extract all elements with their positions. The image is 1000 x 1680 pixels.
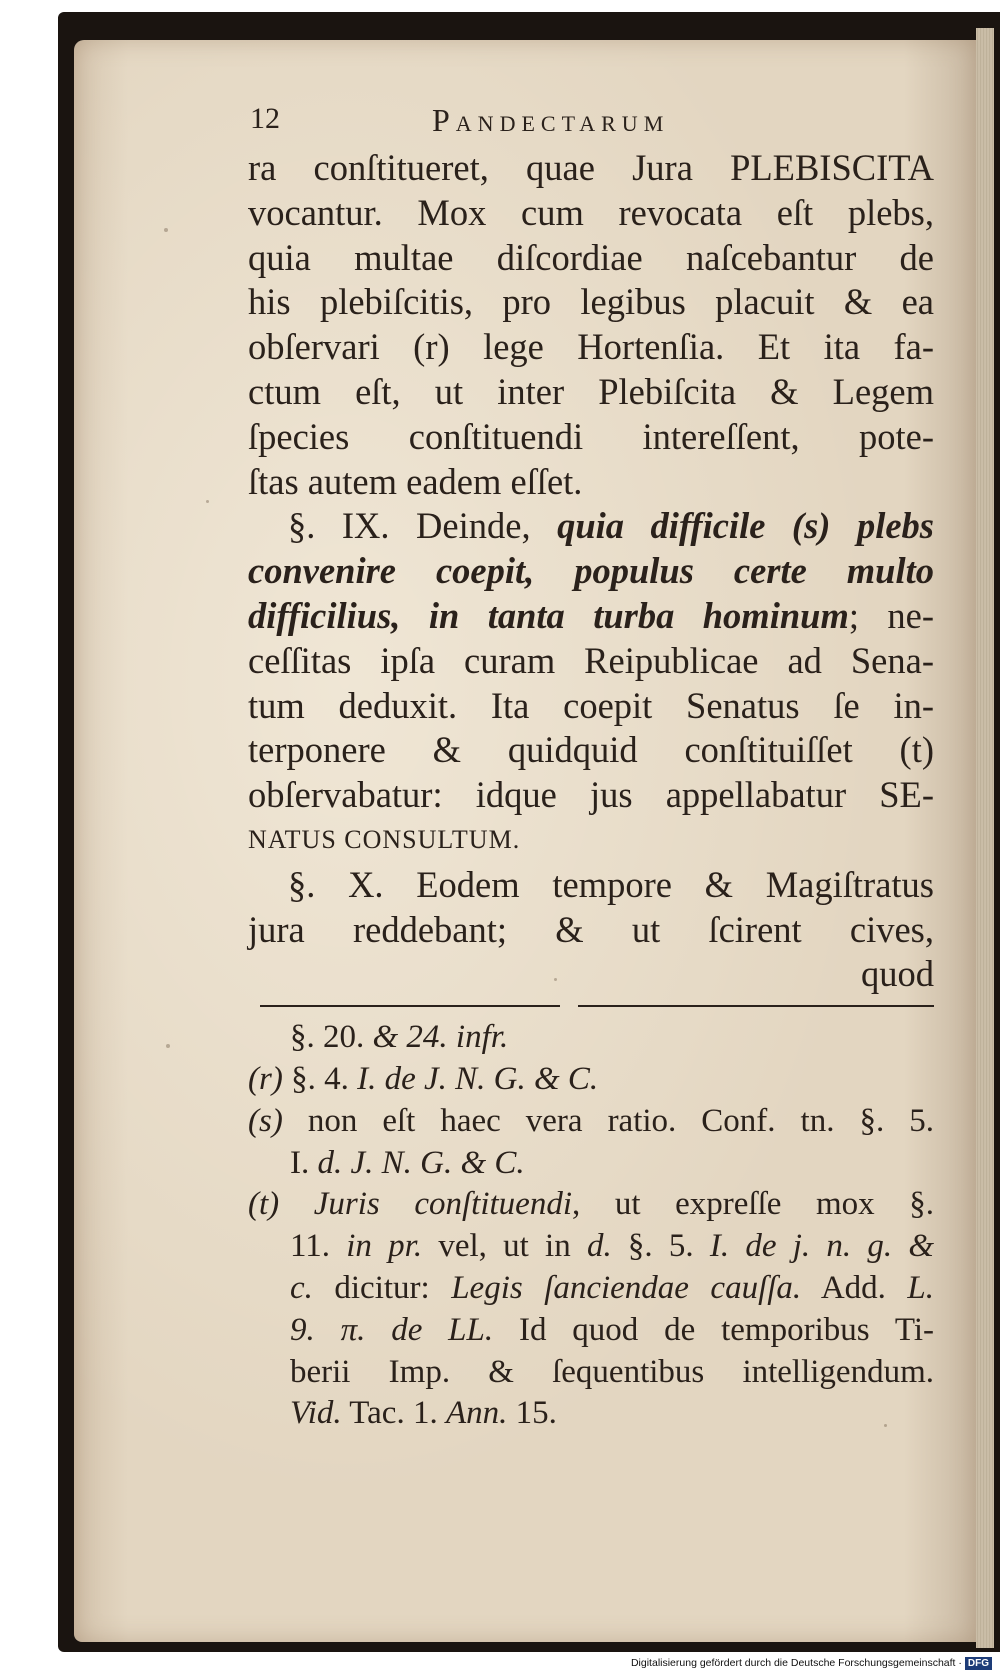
catchword: quod	[861, 953, 934, 995]
body-line: quia multae diſcordiae naſcebantur de	[248, 236, 934, 278]
footnote-italic: in pr.	[346, 1228, 423, 1265]
footnote-text: , ut expreſſe mox §.	[572, 1186, 934, 1223]
footnote-text: Add.	[801, 1269, 908, 1306]
paragraph-ix-line: convenire coepit, populus certe multo	[248, 550, 934, 592]
footnote-italic: d. J. N. G. & C.	[317, 1144, 525, 1181]
running-head	[248, 100, 934, 146]
footnote-text: I.	[290, 1144, 318, 1181]
text-block	[248, 100, 934, 1435]
body-line: ſpecies conſtituendi intereſſent, pote-	[248, 415, 934, 457]
footnote-italic: Ann.	[445, 1395, 508, 1432]
footnote-t-cont	[248, 1268, 934, 1310]
footnote-t-cont: berii Imp. & ſequentibus intelligendum.	[290, 1353, 934, 1390]
footnote-italic: Legis ſanciendae cauſſa.	[451, 1269, 802, 1306]
dfg-logo: DFG	[965, 1657, 992, 1670]
footnote-rule	[248, 999, 934, 1013]
credit-text: Digitalisierung gefördert durch die Deutsche Forschungsgemeinschaft ·	[630, 1657, 962, 1669]
footnote-s-cont	[248, 1143, 934, 1185]
footnote-t-cont	[248, 1310, 934, 1352]
running-title: Pandectarum	[432, 102, 670, 138]
body-line: vocantur. Mox cum revocata eſt plebs,	[248, 191, 934, 233]
page-fore-edge	[976, 28, 994, 1648]
footnote-text: 11.	[290, 1228, 347, 1265]
para-ix-italic: quia difficile (s) plebs	[557, 505, 934, 547]
paragraph-x-line: jura reddebant; & ut ſcirent cives,	[248, 908, 934, 950]
paragraph-x-line: §. X. Eodem tempore & Magiſtratus	[288, 863, 934, 905]
footnote-text: Id quod de temporibus Ti-	[493, 1311, 934, 1348]
paragraph-ix-line	[248, 504, 934, 549]
footnote-text: Tac. 1.	[341, 1395, 446, 1432]
footnote-italic: Vid.	[290, 1395, 342, 1432]
body-line: ctum eſt, ut inter Plebiſcita & Legem	[248, 370, 934, 412]
footnotes	[248, 1017, 934, 1435]
footnote-italic: & 24. infr.	[372, 1019, 509, 1056]
paper-speck	[166, 1044, 170, 1048]
paragraph-ix-line: obſervabatur: idque jus appellabatur SE-	[248, 774, 934, 816]
footnote-text: §. 5.	[611, 1228, 710, 1265]
paragraph-ix-line	[248, 594, 934, 639]
para-ix-tail: ; ne-	[848, 594, 935, 636]
footnote-mark: (t)	[248, 1186, 280, 1223]
footnote-italic: L.	[907, 1269, 935, 1306]
body-text	[248, 146, 934, 997]
body-line: his plebiſcitis, pro legibus placuit & ea	[248, 281, 934, 323]
paper-speck	[164, 228, 168, 232]
para-ix-lead: §. IX. Deinde,	[288, 505, 531, 547]
body-line: ſtas autem eadem eſſet.	[248, 460, 583, 502]
footnote-s	[248, 1101, 934, 1143]
footnote-italic: Juris conſtituendi	[279, 1186, 572, 1223]
digitization-credit	[631, 1657, 992, 1670]
footnote-rule-left	[260, 1005, 560, 1007]
footnote-text: §. 4.	[282, 1060, 358, 1097]
body-line: ra conſtitueret, quae Jura PLEBISCITA	[248, 147, 934, 188]
paragraph-ix-line: ceſſitas ipſa curam Reipublicae ad Sena-	[248, 639, 934, 681]
footnote-t	[248, 1184, 934, 1226]
footnote-italic: 9. π. de LL.	[290, 1311, 494, 1348]
footnote-italic: I. de j. n. g. &	[709, 1228, 935, 1265]
footnote-r	[248, 1059, 934, 1101]
footnote-text: vel, ut in	[422, 1228, 587, 1265]
footnote-text: 15.	[507, 1395, 557, 1432]
footnote-italic: c.	[290, 1269, 313, 1306]
footnote-italic: d.	[586, 1228, 612, 1265]
para-ix-italic: difficilius, in tanta turba hominum	[248, 594, 849, 636]
footnote-mark: (s)	[248, 1102, 283, 1139]
footnote-line	[248, 1017, 934, 1059]
paper-speck	[206, 500, 209, 503]
paragraph-ix-line: tum deduxit. Ita coepit Senatus ſe in-	[248, 684, 934, 726]
footnote-mark: (r)	[248, 1060, 283, 1097]
paragraph-ix-line: terponere & quidquid conſtituiſſet (t)	[248, 729, 934, 771]
footnote-t-cont	[248, 1393, 934, 1435]
footnote-text: dicitur:	[312, 1269, 452, 1306]
footnote-t-cont	[248, 1226, 934, 1268]
paragraph-ix-line: NATUS CONSULTUM.	[248, 824, 521, 854]
page-number: 12	[250, 102, 280, 135]
body-line: obſervari (r) lege Hortenſia. Et ita fa-	[248, 326, 934, 368]
footnote-text: §. 20.	[290, 1019, 373, 1056]
footnote-rule-right	[578, 1005, 934, 1007]
footnote-italic: I. de J. N. G. & C.	[357, 1060, 599, 1097]
footnote-text: non eſt haec vera ratio. Conf. tn. §. 5.	[282, 1102, 934, 1139]
